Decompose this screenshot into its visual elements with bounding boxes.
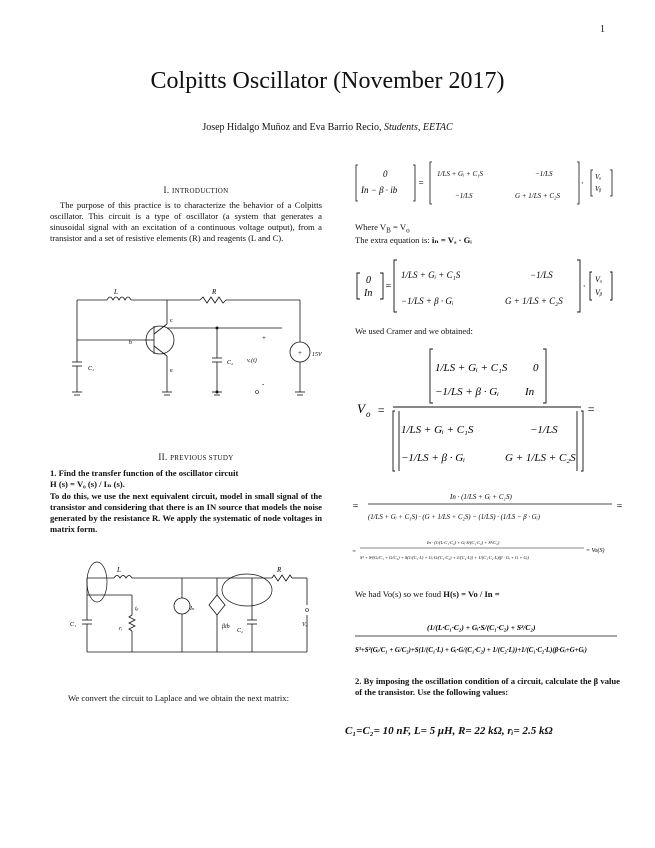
svg-text:−1/LS + β · Gᵢ: −1/LS + β · Gᵢ <box>401 296 454 306</box>
svg-text:G + 1/LS + C₂S: G + 1/LS + C₂S <box>515 192 560 200</box>
svg-text:S³ + S²(Gᵢ/C₁ + G/C₂) + S(1/(C: S³ + S²(Gᵢ/C₁ + G/C₂) + S(1/(C₁·L) + Gᵢ·G/(C₁·C₂) + 1/(C₂·L)) + 1/(C₁·C₂·L)(β · Gᵢ + G + Gᵢ) <box>360 555 529 560</box>
label-C1: C₁ <box>88 366 95 372</box>
question2-paragraph: 2. By imposing the oscillation condition of a circuit, calculate the β value of the transistor. Use the following values: <box>355 676 620 697</box>
c2-label-ib: iᵦ <box>135 606 139 612</box>
authors: Josep Hidalgo Muñoz and Eva Barrio Recio, <box>202 122 382 133</box>
svg-text:0: 0 <box>383 169 388 179</box>
colpitts-circuit-diagram <box>62 282 337 407</box>
section-heading-introduction: I. INTRODUCTION <box>163 185 229 195</box>
matrix-equation-2 <box>355 258 615 319</box>
matrix-equation-1 <box>355 160 615 208</box>
c2-label-vo: Vₒ <box>302 622 308 628</box>
svg-text:S³+S²(Gᵢ/C₁ + G/C₂)+S(1/(C₁·L): S³+S²(Gᵢ/C₁ + G/C₂)+S(1/(C₁·L) + Gᵢ·G/(C₁·C₂) + 1/(C₂·L))+1/(C₁·C₂·L)(β·Gᵢ+G+Gᵢ) <box>355 647 587 654</box>
c2-label-C2: C₂ <box>237 628 244 634</box>
where-line: Where $V_B = V_o$ <box>355 222 410 235</box>
svg-text:−1/LS: −1/LS <box>530 424 558 436</box>
svg-text:(1/(L·C₁·C₂) + Gᵢ·S/(C₁·C₂) +: (1/(L·C₁·C₂) + Gᵢ·S/(C₁·C₂) + S²/C₂) <box>427 623 536 632</box>
svg-text:=: = <box>587 402 596 416</box>
c2-label-in: Iₙ <box>190 606 195 612</box>
svg-text:In · (1/(L·C₁·C₂) + Gᵢ·S/(C₁·C: In · (1/(L·C₁·C₂) + Gᵢ·S/(C₁·C₂) + S²/C₂) <box>427 540 500 545</box>
label-L: L <box>114 288 118 296</box>
label-R: R <box>212 288 217 296</box>
extra-equation-line: The extra equation is: iₙ = Vₐ · Gᵢ <box>355 235 472 245</box>
component-values: C₁=C₂= 10 nF, L= 5 μH, R= 22 kΩ, rᵢ= 2.5 kΩ <box>345 725 553 737</box>
c2-label-L: L <box>117 566 121 574</box>
c2-label-beta-ib: βib <box>222 624 230 630</box>
svg-text:G + 1/LS + C₂S: G + 1/LS + C₂S <box>505 296 563 306</box>
label-vr: vᵣ(t) <box>247 358 257 364</box>
svg-text:0: 0 <box>533 362 539 374</box>
svg-text:=: = <box>418 178 425 188</box>
vo-expanded-formula <box>350 487 630 532</box>
vo-cramer-formula <box>355 347 615 480</box>
svg-text:(1/LS + Gᵢ + C₁S) · (G + 1/LS: (1/LS + Gᵢ + C₁S) · (G + 1/LS + C₂S) − (1/LS) · (1/LS − β · Gᵢ) <box>368 514 541 521</box>
page-title: Colpitts Oscillator (November 2017) <box>150 68 505 94</box>
svg-text:In · (1/LS + Gᵢ + C₁S): In · (1/LS + Gᵢ + C₁S) <box>450 493 512 501</box>
svg-text:1/LS + Gᵢ + C₁S: 1/LS + Gᵢ + C₁S <box>435 362 508 374</box>
svg-text:=: = <box>385 281 392 292</box>
page-number: 1 <box>600 24 605 35</box>
c2-label-ri: rᵢ <box>119 626 123 632</box>
svg-text:= Vo(S): = Vo(S) <box>586 548 605 554</box>
svg-text:1/LS + Gᵢ + C₁S: 1/LS + Gᵢ + C₁S <box>401 270 461 280</box>
svg-text:Vᵦ: Vᵦ <box>595 185 602 193</box>
svg-text:Vᵦ: Vᵦ <box>595 288 603 297</box>
label-15v: 15V <box>312 352 322 358</box>
section-heading-previous-study: II. PREVIOUS STUDY <box>158 452 234 462</box>
c2-label-R: R <box>277 566 282 574</box>
question1-heading: 1. Find the transfer function of the oscillator circuit H (s) = V₀ (s) / Iₙ (s). To do this, we use the next equivalent circuit, model in small signal of the transistor and considering that there is an IN source that models the noise generated by the resistance R. We apply the systematic of node voltages in matrix form. <box>50 468 322 534</box>
svg-text:=: = <box>352 549 357 555</box>
svg-text:−1/LS + β · Gᵢ: −1/LS + β · Gᵢ <box>401 452 465 464</box>
svg-text:1/LS + Gᵢ + C₁S: 1/LS + Gᵢ + C₁S <box>437 170 484 178</box>
label-plus: + <box>262 334 266 342</box>
label-C2: C₂ <box>227 360 234 366</box>
label-b: b <box>129 340 132 346</box>
transfer-function-line: We had Vo(s) so we foud H(s) = Vo / In = <box>355 589 500 599</box>
svg-text:In: In <box>525 386 535 398</box>
svg-text:In: In <box>364 288 373 299</box>
transfer-function-formula <box>355 616 620 671</box>
label-c: c <box>170 318 173 324</box>
svg-text:−1/LS: −1/LS <box>530 270 553 280</box>
label-e: e <box>170 368 173 374</box>
c2-label-C1: C₁ <box>70 622 77 628</box>
svg-text:−1/LS: −1/LS <box>455 192 473 200</box>
affiliation: Students, EETAC <box>383 122 453 133</box>
svg-text:V: V <box>357 401 365 416</box>
svg-text:−1/LS + β · Gᵢ: −1/LS + β · Gᵢ <box>435 386 499 398</box>
label-minus: - <box>262 380 265 388</box>
svg-text:=: = <box>377 403 386 417</box>
svg-text:=: = <box>352 501 359 512</box>
svg-text:In − β · ib: In − β · ib <box>361 185 398 195</box>
intro-paragraph: The purpose of this practice is to characterize the behavior of a Colpitts oscillator. This circuit is a type of oscillator (a system that generates a sinusoidal signal with an excitation of a continuous voltage output), from a transistor and a set of resistive elements (R) and reagents (L and C). <box>50 200 322 243</box>
cramer-line: We used Cramer and we obtained: <box>355 326 473 336</box>
svg-text:=: = <box>616 501 623 512</box>
svg-text:−1/LS: −1/LS <box>535 170 553 178</box>
svg-text:·: · <box>581 178 584 188</box>
svg-text:Vₐ: Vₐ <box>595 275 603 284</box>
svg-text:1/LS + Gᵢ + C₁S: 1/LS + Gᵢ + C₁S <box>401 424 474 436</box>
svg-text:G + 1/LS + C₂S: G + 1/LS + C₂S <box>505 452 576 464</box>
label-source-sign: + <box>298 349 302 357</box>
svg-text:·: · <box>583 281 586 291</box>
svg-text:Vₐ: Vₐ <box>595 173 602 181</box>
vo-polynomial-formula <box>352 535 632 572</box>
svg-text:o: o <box>366 409 371 419</box>
svg-text:0: 0 <box>366 275 371 286</box>
equivalent-circuit-diagram <box>62 560 337 665</box>
authors-line <box>0 122 655 133</box>
laplace-paragraph: We convert the circuit to Laplace and we obtain the next matrix: <box>68 693 289 703</box>
